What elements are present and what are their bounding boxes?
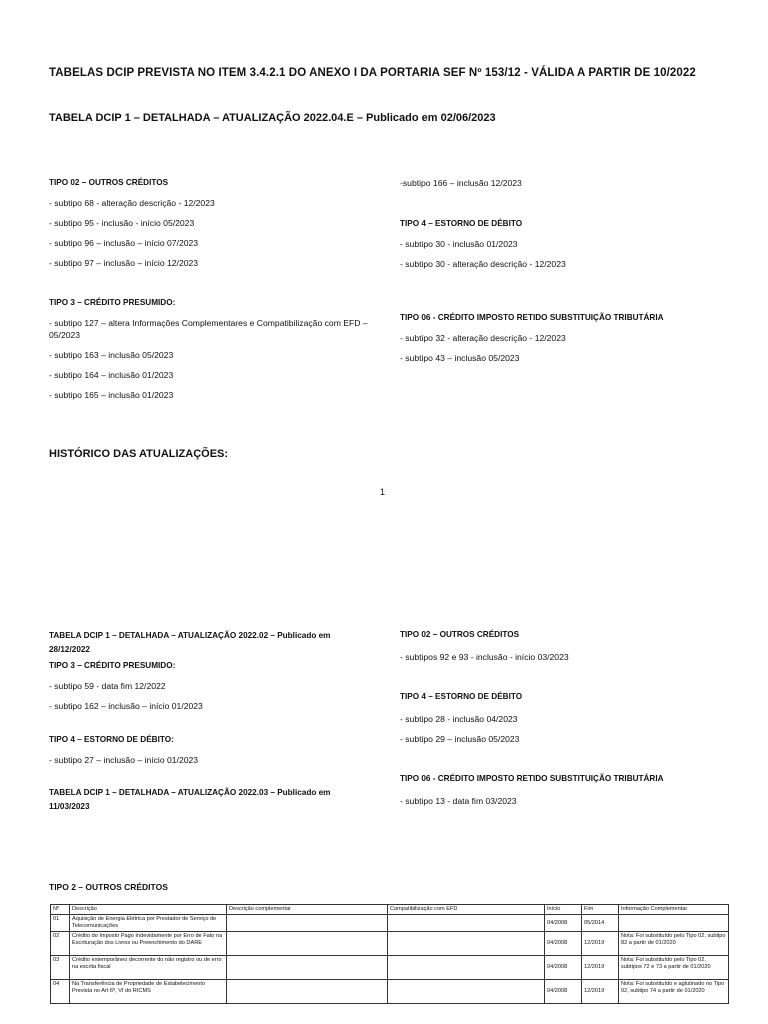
- table-cell: 04: [51, 980, 70, 1004]
- current-right-column: [400, 177, 720, 364]
- table-cell: [227, 932, 388, 956]
- section-heading: TIPO 02 – OUTROS CRÉDITOS: [49, 178, 169, 187]
- list-item: - subtipo 164 – inclusão 01/2023: [49, 370, 174, 380]
- subtypes-table: [50, 904, 729, 1004]
- table-cell: [619, 915, 729, 932]
- section-heading: TIPO 4 – ESTORNO DE DÉBITO:: [49, 735, 174, 744]
- column-header: Início: [545, 905, 582, 915]
- table-cell: Crédito do Imposto Pago Indevidamente por Erro de Fato na Escrituração dos Livros ou Preenchimento do DARE: [70, 932, 227, 956]
- table-cell: [227, 980, 388, 1004]
- table-cell: [388, 956, 545, 980]
- table-cell: 04/2008: [545, 980, 582, 1004]
- list-item: - subtipo 30 - alteração descrição - 12/2023: [400, 259, 566, 269]
- table-cell: 12/2019: [582, 932, 619, 956]
- section-heading: TIPO 3 – CRÉDITO PRESUMIDO:: [49, 298, 176, 307]
- table-row: [51, 932, 729, 956]
- column-header: Nº: [51, 905, 70, 915]
- list-item: - subtipo 97 – inclusão – início 12/2023: [49, 258, 199, 268]
- table-cell: 05/2014: [582, 915, 619, 932]
- table-title: TIPO 2 – OUTROS CRÉDITOS: [49, 882, 168, 892]
- table-cell: 04/2008: [545, 956, 582, 980]
- history-left-column: [49, 629, 369, 814]
- section-heading: TIPO 3 – CRÉDITO PRESUMIDO:: [49, 661, 176, 670]
- list-item: - subtipo 68 - alteração descrição - 12/2023: [49, 198, 215, 208]
- list-item: -subtipo 166 – inclusão 12/2023: [400, 178, 522, 188]
- list-item: - subtipo 32 - alteração descrição - 12/2023: [400, 333, 566, 343]
- current-update-title: TABELA DCIP 1 – DETALHADA – ATUALIZAÇÃO 2022.04.E – Publicado em 02/06/2023: [49, 112, 496, 124]
- column-header: Descrição complementar: [227, 905, 388, 915]
- table-cell: 04/2008: [545, 932, 582, 956]
- history-right-column: [400, 629, 720, 807]
- update-title: TABELA DCIP 1 – DETALHADA – ATUALIZAÇÃO 2022.02 – Publicado em 28/12/2022: [49, 631, 331, 654]
- table-cell: 04/2008: [545, 915, 582, 932]
- column-header: Descrição: [70, 905, 227, 915]
- column-header: Informação Complementar: [619, 905, 729, 915]
- list-item: - subtipo 27 – inclusão – início 01/2023: [49, 755, 199, 765]
- table-row: [51, 980, 729, 1004]
- table-cell: 12/2019: [582, 980, 619, 1004]
- table-cell: Nota: Foi substituído pelo Tipo 02, subtipos 72 e 73 a partir de 01/2020: [619, 956, 729, 980]
- history-title: HISTÓRICO DAS ATUALIZAÇÕES:: [49, 448, 229, 460]
- table-cell: 01: [51, 915, 70, 932]
- table-cell: Nota: Foi substituído pelo Tipo 02, subtipo 82 a partir de 01/2020: [619, 932, 729, 956]
- table-cell: [388, 915, 545, 932]
- column-header: Fim: [582, 905, 619, 915]
- table-cell: Na Transferência de Propriedade de Estabelecimento Prevista no Art 6º, VI do RICMS: [70, 980, 227, 1004]
- table-cell: Nota: Foi substituído e aglutinado no Tipo 02, subtipo 74 a partir de 01/2020: [619, 980, 729, 1004]
- list-item: - subtipo 127 – altera Informações Complementares e Compatibilização com EFD – 05/2023: [49, 318, 368, 340]
- table-cell: [227, 956, 388, 980]
- table-row: [51, 956, 729, 980]
- list-item: - subtipo 95 - inclusão - início 05/2023: [49, 218, 195, 228]
- list-item: - subtipo 162 – inclusão – início 01/2023: [49, 701, 203, 711]
- document-title: TABELAS DCIP PREVISTA NO ITEM 3.4.2.1 DO ANEXO I DA PORTARIA SEF Nº 153/12 - VÁLIDA A PARTIR DE 10/2022: [49, 67, 696, 79]
- update-title: TABELA DCIP 1 – DETALHADA – ATUALIZAÇÃO 2022.03 – Publicado em 11/03/2023: [49, 788, 331, 811]
- list-item: - subtipo 59 - data fim 12/2022: [49, 681, 166, 691]
- page-number: 1: [380, 487, 386, 497]
- table-cell: Crédito extemporâneo decorrente do não registro ou de erro na escrita fiscal: [70, 956, 227, 980]
- section-heading: TIPO 06 - CRÉDITO IMPOSTO RETIDO SUBSTITUIÇÃO TRIBUTÁRIA: [400, 774, 664, 783]
- list-item: - subtipo 96 – inclusão – início 07/2023: [49, 238, 199, 248]
- list-item: - subtipo 13 - data fim 03/2023: [400, 796, 517, 806]
- list-item: - subtipos 92 e 93 - inclusão - início 03/2023: [400, 652, 569, 662]
- table-cell: 12/2019: [582, 956, 619, 980]
- list-item: - subtipo 30 - inclusão 01/2023: [400, 239, 518, 249]
- section-heading: TIPO 4 – ESTORNO DE DÉBITO: [400, 219, 523, 228]
- list-item: - subtipo 163 – inclusão 05/2023: [49, 350, 174, 360]
- table-header-row: [51, 905, 729, 915]
- column-header: Compatibilização com EFD: [388, 905, 545, 915]
- list-item: - subtipo 43 – inclusão 05/2023: [400, 353, 520, 363]
- table-cell: [388, 932, 545, 956]
- current-left-column: [49, 177, 379, 401]
- table-cell: 02: [51, 932, 70, 956]
- list-item: - subtipo 29 – inclusão 05/2023: [400, 734, 520, 744]
- table-cell: Aquisição de Energia Elétrica por Prestador de Serviço de Telecomunicações: [70, 915, 227, 932]
- section-heading: TIPO 4 – ESTORNO DE DÉBITO: [400, 692, 523, 701]
- section-heading: TIPO 06 - CRÉDITO IMPOSTO RETIDO SUBSTITUIÇÃO TRIBUTÁRIA: [400, 313, 664, 322]
- table-cell: [227, 915, 388, 932]
- table-cell: 03: [51, 956, 70, 980]
- table-cell: [388, 980, 545, 1004]
- list-item: - subtipo 165 – inclusão 01/2023: [49, 390, 174, 400]
- table-row: [51, 915, 729, 932]
- section-heading: TIPO 02 – OUTROS CRÉDITOS: [400, 630, 520, 639]
- list-item: - subtipo 28 - inclusão 04/2023: [400, 714, 518, 724]
